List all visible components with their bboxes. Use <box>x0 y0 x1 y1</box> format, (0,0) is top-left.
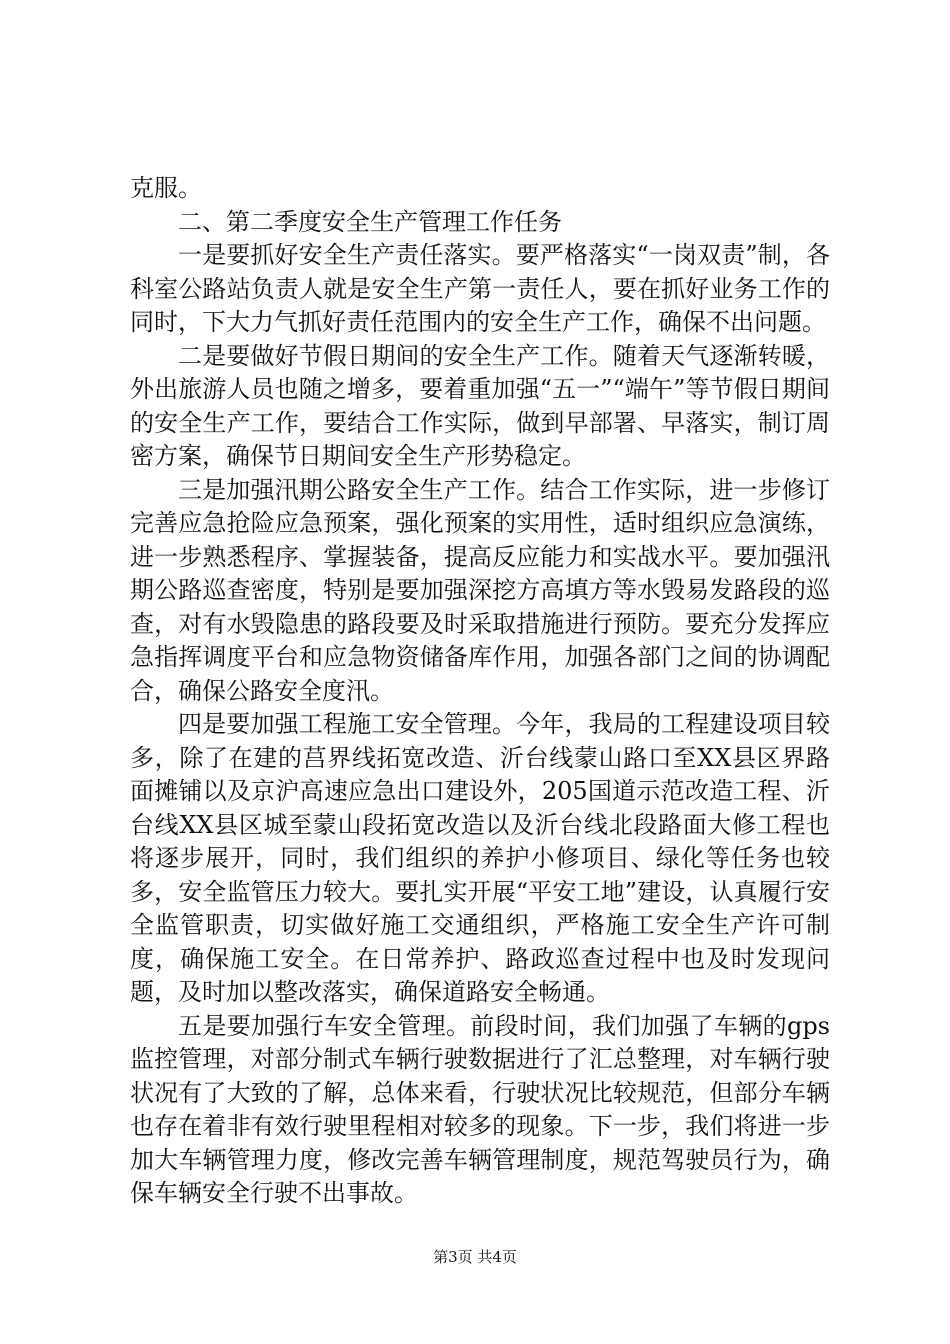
document-body <box>130 172 830 1211</box>
page-footer: 第3页 共4页 <box>433 1248 517 1266</box>
paragraph-task-4: 四是要加强工程施工安全管理。今年，我局的工程建设项目较多，除了在建的莒界线拓宽改造、沂台线蒙山路口至XX县区界路面摊铺以及京沪高速应急出口建设外，205国道示范改造工程、沂台线XX县区城至蒙山段拓宽改造以及沂台线北段路面大修工程也将逐步展开，同时，我们组织的养护小修项目、绿化等任务也较多，安全监管压力较大。要扎实开展“平安工地”建设，认真履行安全监管职责，切实做好施工交通组织，严格施工安全生产许可制度，确保施工安全。在日常养护、路政巡查过程中也及时发现问题，及时加以整改落实，确保道路安全畅通。 <box>130 710 830 1006</box>
section-heading: 二、第二季度安全生产管理工作任务 <box>178 207 562 236</box>
paragraph-task-2: 二是要做好节假日期间的安全生产工作。随着天气逐渐转暖，外出旅游人员也随之增多，要着重加强“五一”“端午”等节假日期间的安全生产工作，要结合工作实际，做到早部署、早落实，制订周密方案，确保节日期间安全生产形势稳定。 <box>130 341 830 470</box>
paragraph-task-1: 一是要抓好安全生产责任落实。要严格落实“一岗双责”制，各科室公路站负责人就是安全生产第一责任人，要在抓好业务工作的同时，下大力气抓好责任范围内的安全生产工作，确保不出问题。 <box>130 241 830 336</box>
paragraph-task-5: 五是要加强行车安全管理。前段时间，我们加强了车辆的gps监控管理，对部分制式车辆行驶数据进行了汇总整理，对车辆行驶状况有了大致的了解，总体来看，行驶状况比较规范，但部分车辆也存在着非有效行驶里程相对较多的现象。下一步，我们将进一步加大车辆管理力度，修改完善车辆管理制度，规范驾驶员行为，确保车辆安全行驶不出事故。 <box>130 1011 830 1207</box>
paragraph-continuation: 克服。 <box>130 174 202 202</box>
paragraph-task-3: 三是加强汛期公路安全生产工作。结合工作实际，进一步修订完善应急抢险应急预案，强化预案的实用性，适时组织应急演练，进一步熟悉程序、掌握装备，提高反应能力和实战水平。要加强汛期公路巡查密度，特别是要加强深挖方高填方等水毁易发路段的巡查，对有水毁隐患的路段要及时采取措施进行预防。要充分发挥应急指挥调度平台和应急物资储备库作用，加强各部门之间的协调配合，确保公路安全度汛。 <box>130 475 830 705</box>
